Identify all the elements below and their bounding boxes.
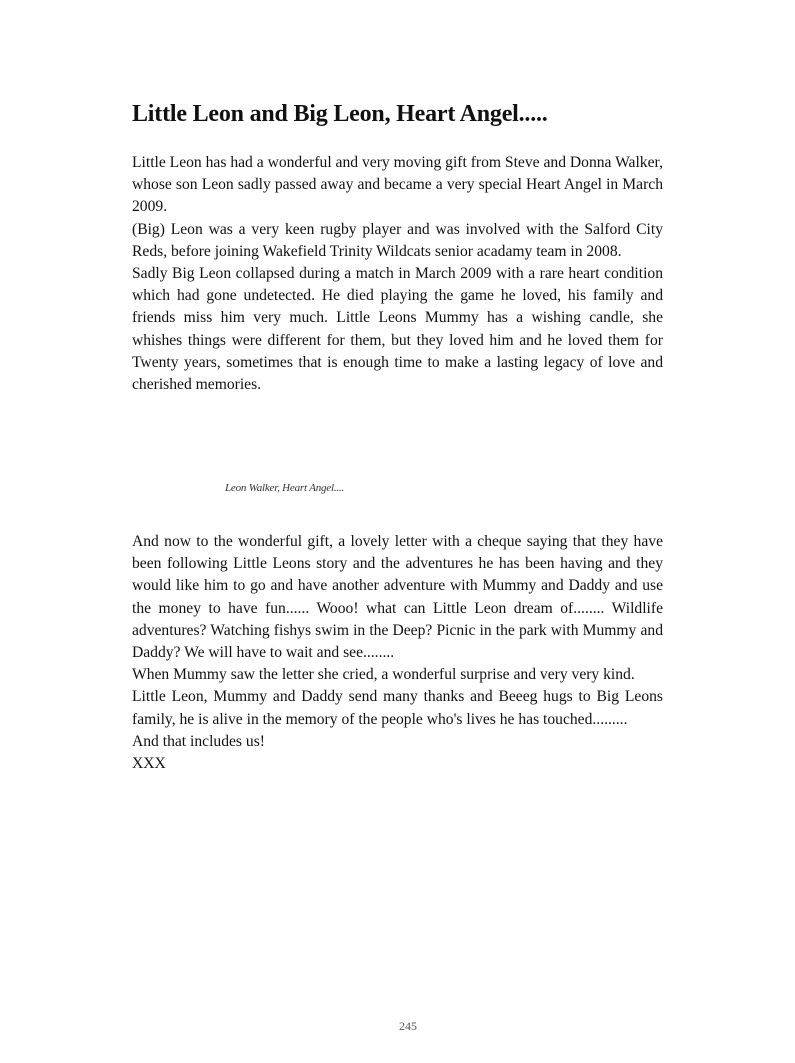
- page-title: Little Leon and Big Leon, Heart Angel.....: [132, 101, 548, 127]
- paragraph-mummy-cried: When Mummy saw the letter she cried, a wonderful surprise and very very kind.: [132, 666, 635, 684]
- photo-caption: Leon Walker, Heart Angel....: [225, 482, 345, 494]
- story-intro-section: [132, 152, 663, 396]
- paragraph-thanks: Little Leon, Mummy and Daddy send many thanks and Beeeg hugs to Big Leons family, he is alive in the memory of the people who's lives he has touched.........: [132, 688, 663, 728]
- paragraph-heart-condition: Sadly Big Leon collapsed during a match in March 2009 with a rare heart condition which had gone undetected. He died playing the game he loved, his family and friends miss him very much. Little Leons Mummy has a wishing candle, she whishes things were different for them, but they loved him and he loved them for Twenty years, sometimes that is enough time to make a lasting legacy of love and cherished memories.: [132, 265, 663, 394]
- page-number: 245: [399, 1019, 417, 1033]
- paragraph-gift-intro: Little Leon has had a wonderful and very moving gift from Steve and Donna Walker, whose son Leon sadly passed away and became a very special Heart Angel in March 2009.: [132, 154, 663, 216]
- story-gift-section: [132, 531, 663, 775]
- paragraph-kisses: XXX: [132, 755, 166, 773]
- paragraph-letter-gift: And now to the wonderful gift, a lovely letter with a cheque saying that they have been following Little Leons story and the adventures he has been having and they would like him to go and have another adventure with Mummy and Daddy and use the money to have fun...... Wooo! what can Little Leon dream of........ Wildlife adventures? Watching fishys swim in the Deep? Picnic in the park with Mummy and Daddy? We will have to wait and see........: [132, 533, 663, 662]
- paragraph-rugby-player: (Big) Leon was a very keen rugby player and was involved with the Salford City Reds, before joining Wakefield Trinity Wildcats senior acadamy team in 2008.: [132, 220, 663, 260]
- paragraph-includes-us: And that includes us!: [132, 732, 265, 750]
